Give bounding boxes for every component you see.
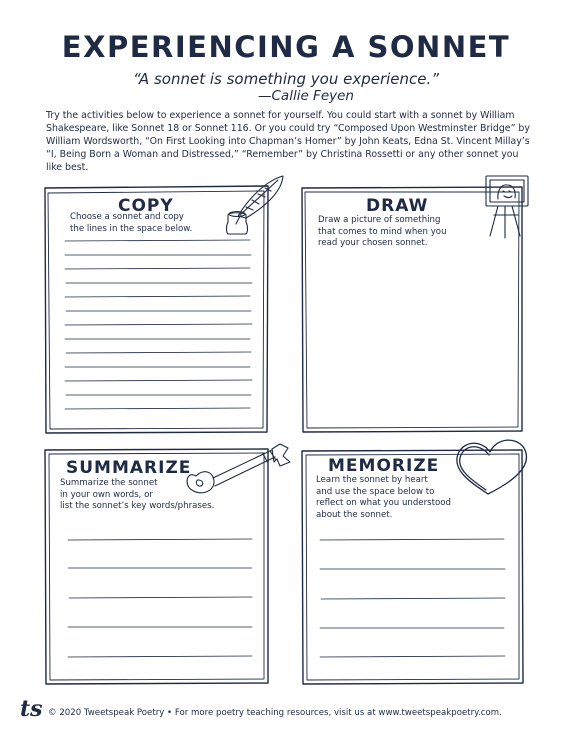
memorize-instructions: Learn the sonnet by heart and use the space below to reflect on what you understood about the sonnet. [316, 475, 451, 520]
page-title: EXPERIENCING A SONNET [61, 30, 511, 64]
memorize-writing-lines[interactable] [320, 539, 505, 657]
draw-title: DRAW [366, 196, 429, 216]
epigraph-quote: “A sonnet is something you experience.” [132, 70, 440, 88]
copy-title: COPY [118, 196, 174, 216]
copy-writing-lines[interactable] [65, 240, 252, 409]
memorize-title: MEMORIZE [328, 456, 440, 476]
footer-credit: © 2020 Tweetspeak Poetry • For more poetry teaching resources, visit us at www.tweetspeakpoetry.com. [48, 708, 502, 718]
heart-icon [457, 440, 527, 494]
draw-instructions: Draw a picture of something that comes to mind when you read your chosen sonnet. [318, 215, 447, 248]
tweetspeak-logo: ts [20, 696, 43, 722]
summarize-title: SUMMARIZE [66, 458, 192, 478]
epigraph-attribution: —Callie Feyen [258, 88, 354, 104]
intro-paragraph: Try the activities below to experience a sonnet for yourself. You could start with a sonnet by William Shakespeare, like Sonnet 18 or Sonnet 116. Or you could try “Composed Upon Westminster Bridge” by William Wordsworth, “On First Looking into Chapman’s Homer” by John Keats, Edna St. Vincent Millay’s “I, Being Born a Woman and Distressed,” “Remember” by Christina Rossetti or any other sonnet you like best. [46, 110, 530, 173]
summarize-writing-lines[interactable] [68, 539, 252, 657]
copy-instructions: Choose a sonnet and copy the lines in the space below. [70, 212, 193, 234]
summarize-instructions: Summarize the sonnet in your own words, or list the sonnet’s key words/phrases. [60, 478, 215, 511]
quill-inkwell-icon [227, 176, 284, 234]
